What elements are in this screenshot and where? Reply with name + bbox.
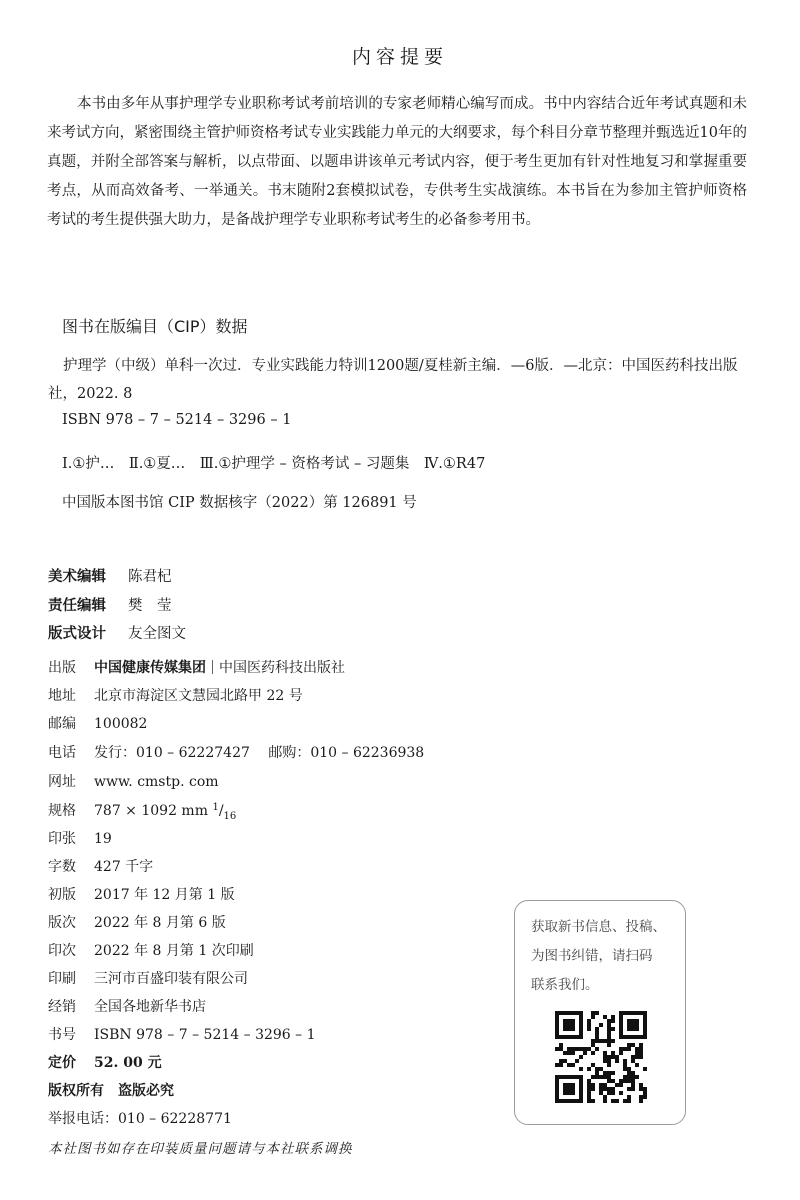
- qr-contact-box: [514, 900, 686, 1125]
- editor-row-art: [48, 565, 172, 586]
- editor-value: 友全图文: [128, 626, 186, 642]
- editor-label: 美术编辑: [48, 569, 106, 585]
- separator: [212, 660, 213, 674]
- info-website: [48, 771, 219, 791]
- cip-subjects: Ⅰ.①护… Ⅱ.①夏… Ⅲ.①护理学 – 资格考试 – 习题集 Ⅳ.①R47: [62, 456, 486, 472]
- info-edition: [48, 912, 226, 932]
- info-label: 字数: [48, 859, 76, 875]
- info-copyright: 版权所有 盗版必究: [48, 1083, 174, 1099]
- cip-record: 中国版本图书馆 CIP 数据核字（2022）第 126891 号: [62, 495, 417, 511]
- info-label: 网址: [48, 774, 76, 790]
- qr-code-icon[interactable]: [555, 1011, 647, 1103]
- info-label: 规格: [48, 803, 76, 819]
- info-report-phone: 举报电话：010 – 62228771: [48, 1111, 232, 1127]
- info-book-number: [48, 1024, 316, 1044]
- info-label: 邮编: [48, 716, 76, 732]
- info-value: 19: [94, 831, 112, 847]
- info-distributor: [48, 996, 206, 1016]
- info-price: [48, 1052, 162, 1072]
- footer-note: 本社图书如存在印装质量问题请与本社联系调换: [48, 1141, 353, 1157]
- cip-isbn: ISBN 978 – 7 – 5214 – 3296 – 1: [62, 412, 292, 428]
- qr-text-line: 为图书纠错，请扫码: [531, 948, 653, 964]
- info-value: 三河市百盛印装有限公司: [94, 971, 248, 987]
- info-format: 规格 787 × 1092 mm $^1/_{16}$: [48, 802, 237, 822]
- info-value: 427 千字: [94, 859, 154, 875]
- info-value: 北京市海淀区文慧园北路甲 22 号: [94, 688, 303, 704]
- editor-row-responsible: [48, 594, 172, 615]
- info-printing: [48, 940, 254, 960]
- info-label: 印刷: [48, 971, 76, 987]
- editor-row-layout: [48, 622, 186, 643]
- info-phone: [48, 742, 424, 762]
- editor-value: 樊 莹: [128, 598, 172, 614]
- info-printer: [48, 968, 248, 988]
- info-words: [48, 856, 153, 876]
- cip-description: 护理学（中级）单科一次过．专业实践能力特训1200题/夏桂新主编．—6版．—北京：中国医药科技出版社，2022. 8: [48, 358, 738, 402]
- info-first-edition: [48, 884, 235, 904]
- summary-body: 本书由多年从事护理学专业职称考试考前培训的专家老师精心编写而成。书中内容结合近年考试真题和未来考试方向，紧密围绕主管护师资格考试专业实践能力单元的大纲要求，每个科目分章节整理并甄选近10年的真题，并附全部答案与解析，以点带面、以题串讲该单元考试内容，便于考生更加有针对性地复习和掌握重要考点，从而高效备考、一举通关。书末随附2套模拟试卷，专供考生实战演练。本书旨在为参加主管护师资格考试的考生提供强大助力，是备战护理学专业职称考试考生的必备参考用书。: [47, 96, 747, 228]
- info-value: 发行：010 – 62227427 邮购：010 – 62236938: [94, 745, 425, 761]
- info-value: www. cmstp. com: [94, 774, 219, 790]
- info-value: 2022 年 8 月第 6 版: [94, 915, 226, 931]
- info-label: 版次: [48, 915, 76, 931]
- publisher-group: 中国健康传媒集团: [94, 660, 206, 676]
- editor-label: 责任编辑: [48, 598, 106, 614]
- info-label: 出版: [48, 660, 76, 676]
- cip-heading: 图书在版编目（CIP）数据: [62, 317, 248, 336]
- format-fraction-denominator: 16: [223, 811, 237, 822]
- info-label: 定价: [48, 1055, 76, 1071]
- editor-value: 陈君杞: [128, 569, 172, 585]
- info-publisher: [48, 657, 345, 677]
- summary-title: 内容提要: [351, 46, 448, 68]
- info-label: 初版: [48, 887, 76, 903]
- info-value: 52. 00 元: [94, 1055, 162, 1071]
- info-value: 2022 年 8 月第 1 次印刷: [94, 943, 254, 959]
- info-label: 电话: [48, 745, 76, 761]
- info-label: 经销: [48, 999, 76, 1015]
- info-address: [48, 685, 303, 705]
- info-sheets: [48, 828, 112, 848]
- publisher-press: 中国医药科技出版社: [219, 660, 345, 676]
- qr-text-line: 获取新书信息、投稿、: [531, 919, 666, 935]
- info-label: 印次: [48, 943, 76, 959]
- format-fraction-numerator: 1: [212, 802, 219, 813]
- info-value: ISBN 978 – 7 – 5214 – 3296 – 1: [94, 1027, 316, 1043]
- info-value: 787 × 1092 mm: [94, 803, 208, 819]
- info-value: 全国各地新华书店: [94, 999, 206, 1015]
- info-postcode: [48, 713, 147, 733]
- qr-text: [531, 913, 681, 1000]
- info-value: 100082: [94, 716, 148, 732]
- info-label: 书号: [48, 1027, 76, 1043]
- editor-label: 版式设计: [48, 626, 106, 642]
- info-label: 地址: [48, 688, 76, 704]
- qr-text-line: 联系我们。: [531, 977, 599, 993]
- info-label: 印张: [48, 831, 76, 847]
- info-value: 2017 年 12 月第 1 版: [94, 887, 235, 903]
